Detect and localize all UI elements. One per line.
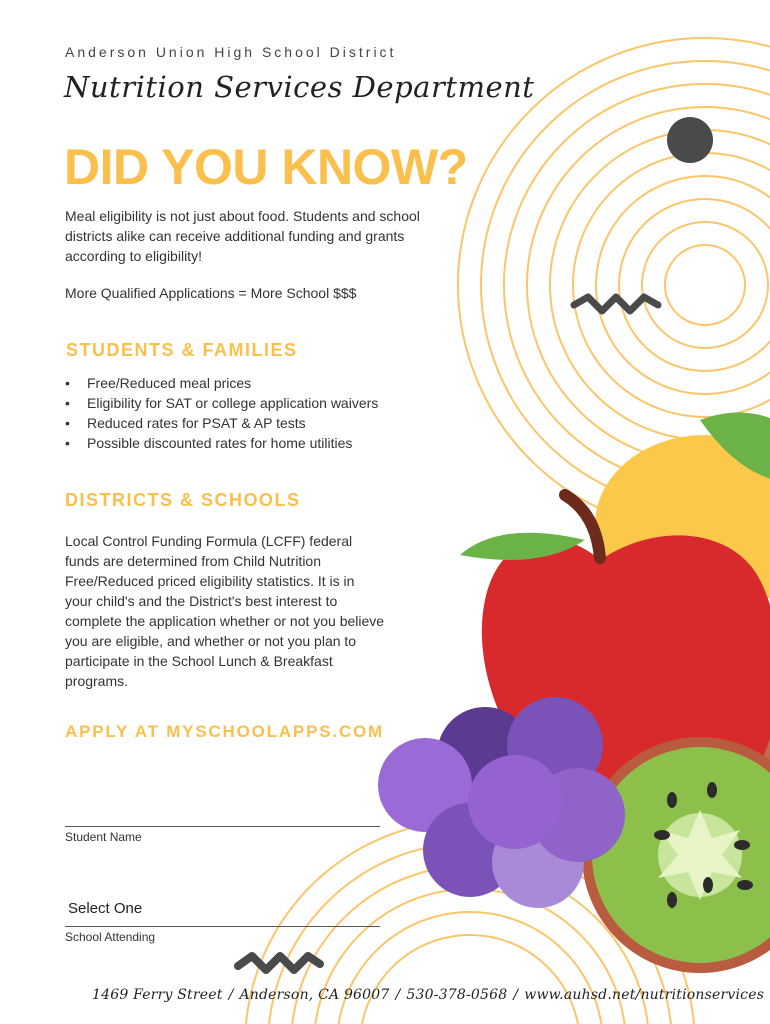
headline: DID YOU KNOW? — [64, 139, 468, 195]
footer-separator: / — [395, 987, 401, 1003]
list-item: • Eligibility for SAT or college application waivers — [65, 393, 378, 413]
footer-address: 1469 Ferry Street — [92, 987, 223, 1003]
footer-contact — [92, 987, 764, 1003]
school-attending-label: School Attending — [65, 930, 156, 944]
footer-city: Anderson, CA 96007 — [239, 987, 390, 1003]
student-name-label: Student Name — [65, 830, 142, 844]
footer-website[interactable]: www.auhsd.net/nutritionservices — [524, 987, 765, 1003]
apply-link[interactable]: APPLY AT MYSCHOOLAPPS.COM — [65, 722, 384, 741]
school-select[interactable]: Select One — [65, 898, 380, 919]
list-item: • Possible discounted rates for home utilities — [65, 433, 378, 453]
districts-paragraph: Local Control Funding Formula (LCFF) federal funds are determined from Child Nutrition Free/Reduced priced eligibility statistics. It is in your child's and the District's best interest to complete the application whether or not you believe you are eligible, and whether or not you plan to participate in the School Lunch & Breakfast programs. — [65, 533, 385, 689]
dark-dot — [667, 117, 713, 163]
department-title: Nutrition Services Department — [64, 70, 535, 104]
footer-separator: / — [228, 987, 234, 1003]
districts-heading: DISTRICTS & SCHOOLS — [65, 490, 301, 510]
applications-equation: More Qualified Applications = More School $$$ — [65, 285, 357, 301]
student-name-line[interactable] — [65, 826, 380, 827]
footer-separator: / — [513, 987, 519, 1003]
students-heading: STUDENTS & FAMILIES — [66, 340, 298, 360]
district-name: Anderson Union High School District — [65, 44, 397, 60]
list-item: • Reduced rates for PSAT & AP tests — [65, 413, 378, 433]
list-item: • Free/Reduced meal prices — [65, 373, 378, 393]
students-benefits-list — [65, 373, 378, 453]
intro-paragraph: Meal eligibility is not just about food. Students and school districts alike can receive additional funding and grants according to eligibility! — [65, 208, 420, 264]
footer-phone: 530-378-0568 — [406, 987, 508, 1003]
school-attending-line — [65, 926, 380, 927]
